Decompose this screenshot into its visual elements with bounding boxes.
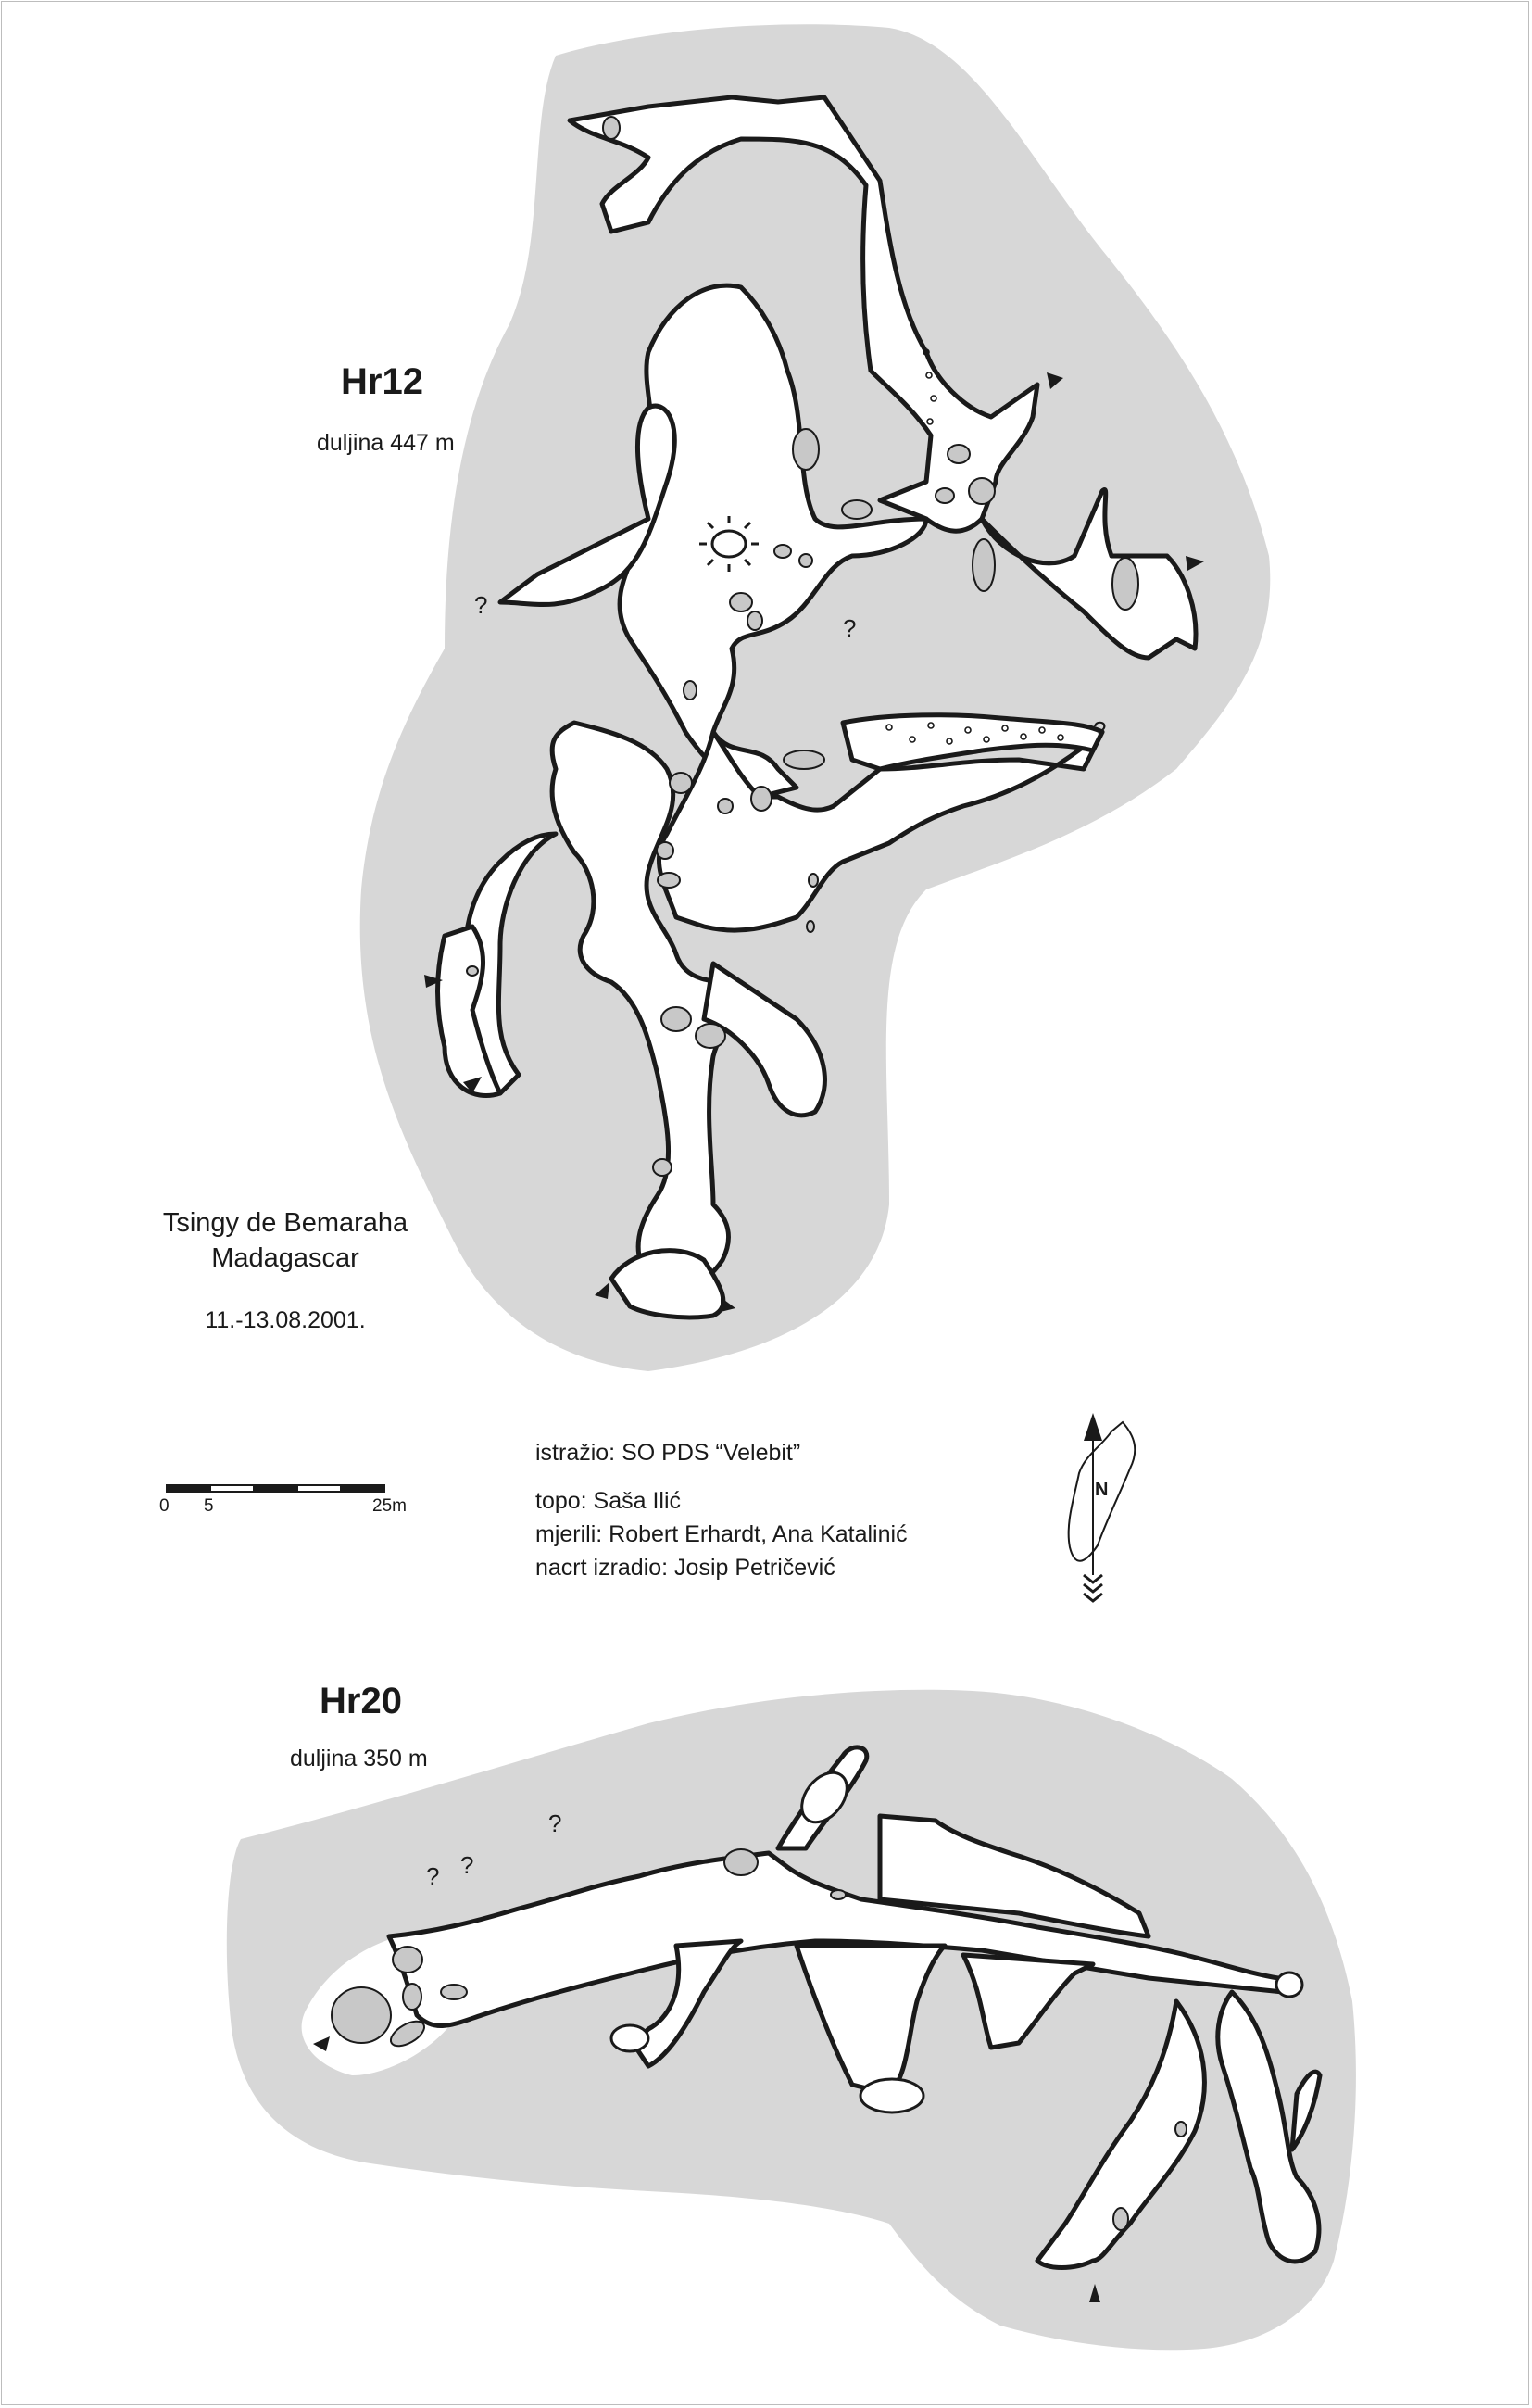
boulder (603, 117, 620, 139)
boulder (1175, 2122, 1187, 2137)
boulder (1112, 558, 1138, 610)
scale-label-5: 5 (204, 1496, 214, 1516)
boulder (973, 539, 995, 591)
hr20-title: Hr20 (320, 1681, 402, 1721)
boulder (696, 1024, 725, 1048)
north-label: N (1095, 1480, 1109, 1500)
boulder (936, 488, 954, 503)
unexplored-marker: ? (843, 614, 857, 642)
sinkhole-icon (1276, 1973, 1302, 1997)
boulder (793, 429, 819, 470)
hr12-length: duljina 447 m (317, 430, 455, 456)
hr12-title: Hr12 (341, 361, 423, 402)
scale-bar (167, 1485, 384, 1492)
sinkhole-icon (611, 2025, 648, 2051)
location-line2: Madagascar (211, 1243, 359, 1273)
boulder (661, 1007, 691, 1031)
credit-topo: topo: Saša Ilić (535, 1488, 682, 1514)
boulder (724, 1849, 758, 1875)
boulder (393, 1947, 422, 1973)
unexplored-marker: ? (474, 591, 488, 619)
hr12-halo (360, 24, 1271, 1371)
boulder (831, 1890, 846, 1899)
boulder (784, 750, 824, 769)
boulder (718, 799, 733, 813)
boulder (1113, 2208, 1128, 2230)
boulder (774, 545, 791, 558)
boulder (653, 1159, 672, 1176)
sinkhole-icon (860, 2079, 923, 2112)
unexplored-marker: ? (426, 1862, 440, 1890)
boulder (948, 445, 970, 463)
credit-explored: istražio: SO PDS “Velebit” (535, 1440, 801, 1466)
unexplored-marker: ? (460, 1851, 474, 1879)
credit-drawn: nacrt izradio: Josip Petričević (535, 1555, 835, 1581)
boulder (670, 773, 692, 793)
scale-label-25m: 25m (372, 1496, 407, 1516)
boulder (730, 593, 752, 611)
boulder (842, 500, 872, 519)
boulder (799, 554, 812, 567)
boulder (747, 611, 762, 630)
boulder (969, 478, 995, 504)
hr20-length: duljina 350 m (290, 1746, 428, 1771)
boulder (441, 1985, 467, 1999)
boulder (403, 1984, 421, 2010)
boulder (807, 921, 814, 932)
unexplored-marker: ? (548, 1809, 562, 1837)
hr20-survey (227, 1690, 1356, 2351)
hr12-survey (360, 24, 1271, 1371)
boulder (332, 1987, 391, 2043)
credit-measured: mjerili: Robert Erhardt, Ana Katalinić (535, 1521, 908, 1547)
location-line1: Tsingy de Bemaraha (162, 1208, 408, 1238)
boulder (658, 873, 680, 888)
hr12-south-entrance (611, 1251, 723, 1317)
boulder (809, 874, 818, 887)
survey-date: 11.-13.08.2001. (205, 1307, 366, 1333)
boulder (751, 787, 772, 811)
boulder (467, 966, 478, 976)
unexplored-marker: ? (1093, 716, 1107, 744)
scale-label-0: 0 (159, 1496, 170, 1516)
boulder (657, 842, 673, 859)
north-arrow (1069, 1413, 1136, 1601)
boulder (684, 681, 697, 700)
